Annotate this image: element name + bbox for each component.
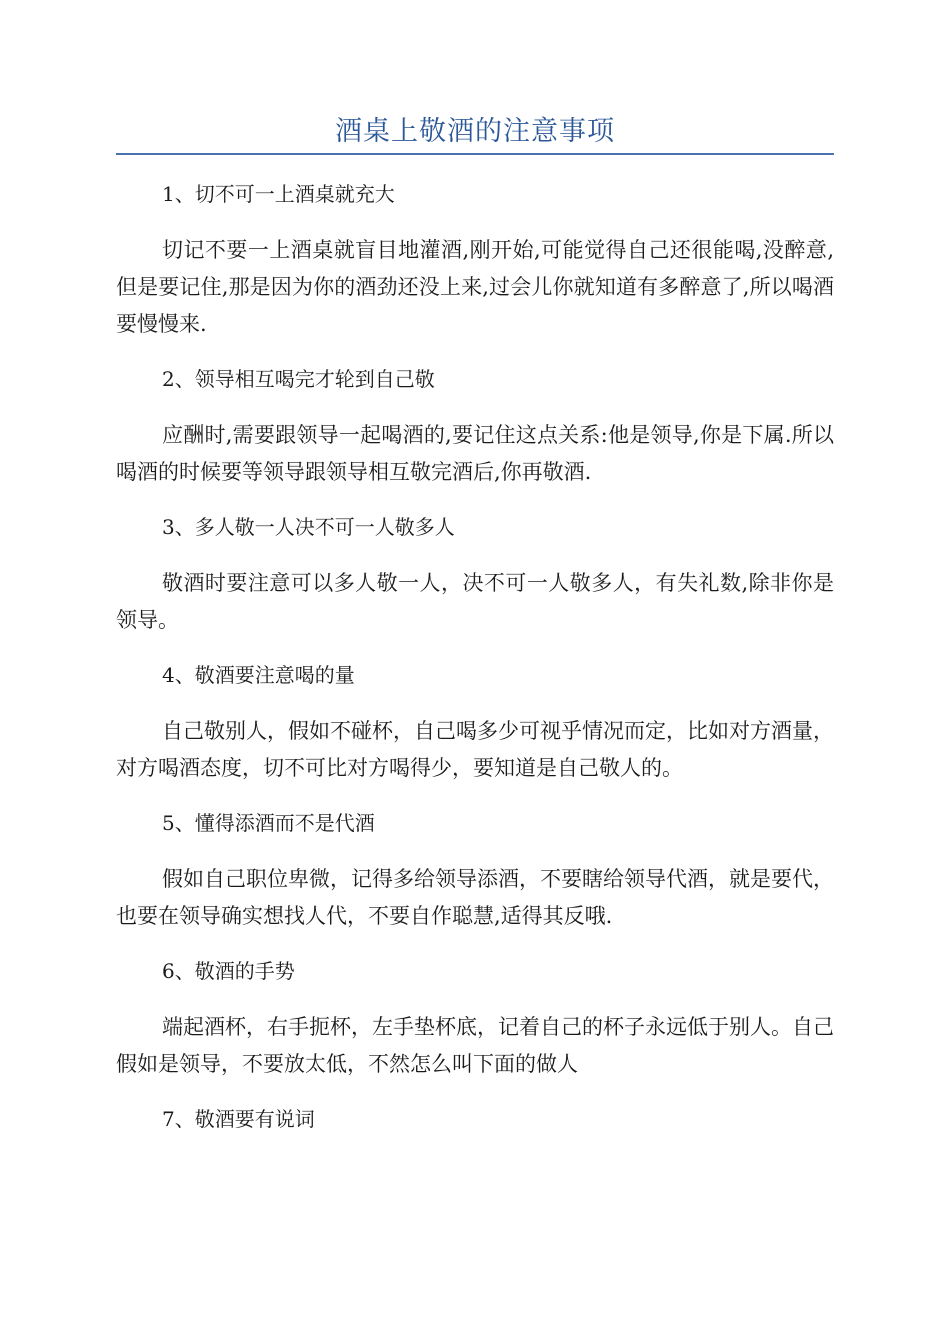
section-paragraph: 敬酒时要注意可以多人敬一人，决不可一人敬多人，有失礼数,除非你是领导。 [116, 571, 834, 632]
section-heading: 4、敬酒要注意喝的量 [162, 663, 355, 687]
section-heading: 6、敬酒的手势 [162, 959, 295, 983]
section-heading: 1、切不可一上酒桌就充大 [162, 182, 395, 206]
section-5 [116, 805, 834, 953]
document-title: 酒桌上敬酒的注意事项 [335, 116, 615, 147]
section-6 [116, 953, 834, 1101]
section-paragraph: 切记不要一上酒桌就盲目地灌酒,刚开始,可能觉得自己还很能喝,没醉意,但是要记住,那是因为你的酒劲还没上来,过会儿你就知道有多醉意了,所以喝酒要慢慢来. [116, 238, 834, 336]
document-body [116, 176, 834, 1137]
section-heading: 7、敬酒要有说词 [162, 1107, 315, 1131]
section-heading: 2、领导相互喝完才轮到自己敬 [162, 367, 435, 391]
section-paragraph: 应酬时,需要跟领导一起喝酒的,要记住这点关系:他是领导,你是下属.所以喝酒的时候要等领导跟领导相互敬完酒后,你再敬酒. [116, 423, 834, 484]
section-heading: 5、懂得添酒而不是代酒 [162, 811, 375, 835]
section-4 [116, 657, 834, 805]
section-paragraph: 自己敬别人，假如不碰杯，自己喝多少可视乎情况而定，比如对方酒量，对方喝酒态度，切不可比对方喝得少，要知道是自己敬人的。 [116, 719, 834, 780]
title-underline [116, 153, 834, 155]
section-paragraph: 端起酒杯，右手扼杯，左手垫杯底，记着自己的杯子永远低于别人。自己假如是领导，不要放太低，不然怎么叫下面的做人 [116, 1015, 834, 1076]
section-paragraph: 假如自己职位卑微，记得多给领导添酒，不要瞎给领导代酒，就是要代，也要在领导确实想找人代，不要自作聪慧,适得其反哦. [116, 867, 834, 928]
section-7 [116, 1101, 834, 1137]
section-1 [116, 176, 834, 361]
section-2 [116, 361, 834, 509]
section-3 [116, 509, 834, 657]
section-heading: 3、多人敬一人决不可一人敬多人 [162, 515, 455, 539]
